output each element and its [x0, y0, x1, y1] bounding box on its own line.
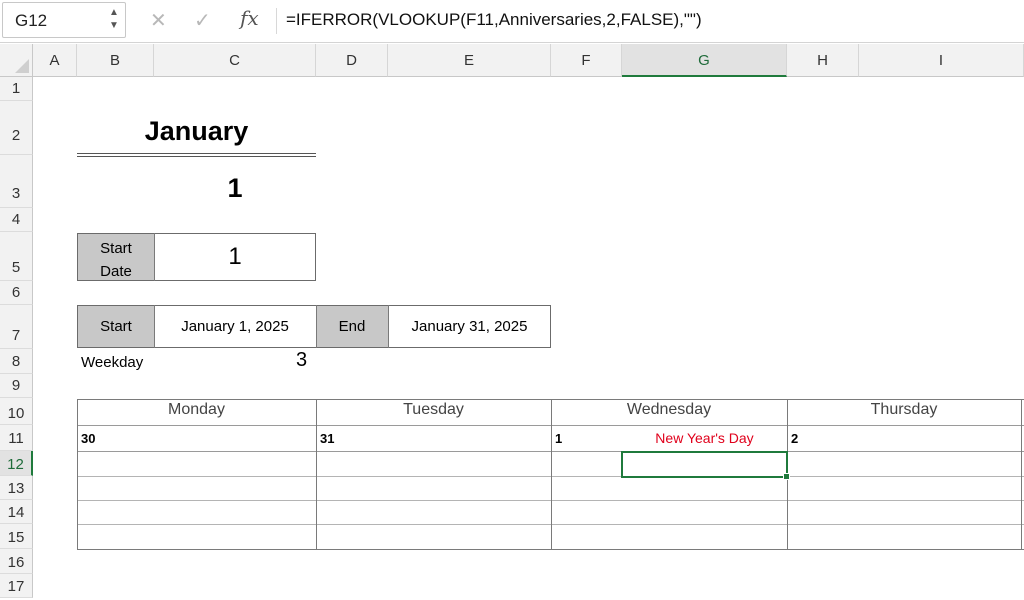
column-header-g[interactable]: G: [622, 44, 787, 77]
column-header-i[interactable]: I: [859, 44, 1024, 77]
row-header-5[interactable]: 5: [0, 232, 33, 281]
month-number[interactable]: 1: [227, 173, 243, 203]
select-all-button[interactable]: [0, 44, 33, 77]
row-header-2[interactable]: 2: [0, 101, 33, 155]
row-header-4[interactable]: 4: [0, 208, 33, 232]
date-wednesday[interactable]: 1: [555, 431, 563, 446]
fill-handle[interactable]: [783, 473, 790, 480]
calendar-divider-1: [316, 399, 317, 550]
row-header-7[interactable]: 7: [0, 305, 33, 349]
name-box[interactable]: [2, 2, 126, 38]
cancel-icon[interactable]: ✕: [150, 10, 167, 32]
formula-input[interactable]: =IFERROR(VLOOKUP(F11,Anniversaries,2,FALSE),""): [286, 10, 702, 29]
end-label[interactable]: End: [338, 318, 366, 335]
start-date-value[interactable]: 1: [228, 243, 242, 270]
row-header-6[interactable]: 6: [0, 281, 33, 305]
row-header-16[interactable]: 16: [0, 549, 33, 574]
title-underline-top: [77, 153, 316, 154]
select-all-icon: [15, 59, 29, 73]
formula-bar-divider: [276, 8, 277, 34]
date-tuesday[interactable]: 31: [320, 431, 335, 446]
row-header-1[interactable]: 1: [0, 77, 33, 101]
column-header-c[interactable]: C: [154, 44, 316, 77]
month-title[interactable]: January: [144, 116, 249, 146]
day-header-tuesday[interactable]: Tuesday: [403, 401, 464, 418]
row-header-3[interactable]: 3: [0, 155, 33, 208]
start-value[interactable]: January 1, 2025: [181, 318, 289, 335]
title-underline-bottom: [77, 156, 316, 157]
row-header-14[interactable]: 14: [0, 500, 33, 524]
weekday-label[interactable]: Weekday: [81, 354, 144, 371]
function-icon[interactable]: fx: [240, 6, 259, 30]
spreadsheet-grid: [0, 44, 1024, 598]
date-monday[interactable]: 30: [81, 431, 96, 446]
day-header-wednesday[interactable]: Wednesday: [626, 401, 712, 418]
day-header-thursday[interactable]: Thursday: [870, 401, 938, 418]
column-header-a[interactable]: A: [33, 44, 77, 77]
name-box-value: G12: [15, 11, 48, 30]
calendar-divider-4: [1021, 399, 1022, 550]
row-header-17[interactable]: 17: [0, 574, 33, 598]
column-header-f[interactable]: F: [551, 44, 622, 77]
start-label[interactable]: Start: [100, 318, 132, 335]
date-thursday[interactable]: 2: [791, 431, 799, 446]
end-value[interactable]: January 31, 2025: [411, 318, 528, 335]
row-header-10[interactable]: 10: [0, 398, 33, 425]
row-header-11[interactable]: 11: [0, 425, 33, 451]
start-date-label[interactable]: Start Date: [100, 240, 132, 280]
selected-cell-g12[interactable]: [621, 451, 788, 478]
column-header-e[interactable]: E: [388, 44, 551, 77]
day-header-monday[interactable]: Monday: [168, 401, 225, 418]
calendar-divider-2: [551, 399, 552, 550]
column-header-h[interactable]: H: [787, 44, 859, 77]
row-header-8[interactable]: 8: [0, 349, 33, 374]
column-header-d[interactable]: D: [316, 44, 388, 77]
holiday-label[interactable]: New Year's Day: [655, 430, 754, 446]
row-header-12[interactable]: 12: [0, 451, 33, 476]
name-box-stepper-icon[interactable]: ▲ ▼: [109, 7, 119, 31]
row-header-15[interactable]: 15: [0, 524, 33, 549]
weekday-value[interactable]: 3: [296, 349, 308, 371]
row-header-13[interactable]: 13: [0, 476, 33, 500]
confirm-icon[interactable]: ✓: [194, 10, 211, 32]
column-header-b[interactable]: B: [77, 44, 154, 77]
formula-bar: [0, 0, 1024, 43]
row-header-9[interactable]: 9: [0, 374, 33, 398]
calendar-border-left: [77, 399, 78, 550]
